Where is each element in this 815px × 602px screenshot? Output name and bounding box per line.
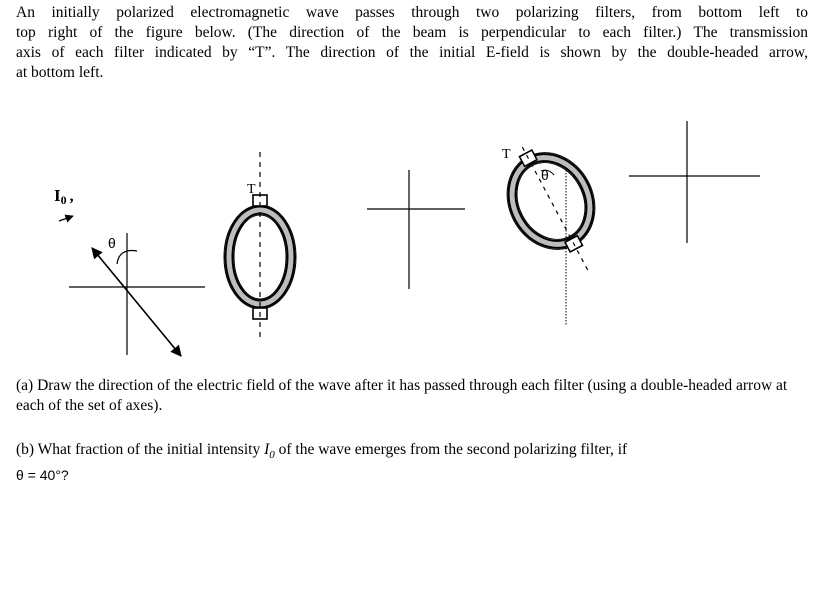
filter-1-T-label: T (247, 182, 256, 197)
question-b-text-1: (b) What fraction of the initial intensity (16, 441, 265, 458)
intro-line-2: top right of the figure below. (The direction of the beam is perpendicular to each filter.) The transmission (16, 24, 808, 41)
beam-direction-arrow (59, 216, 73, 221)
intro-line-3: axis of each filter indicated by “T”. The direction of the initial E-field is shown by the double-headed arrow, (16, 44, 808, 61)
intro-line-4: at bottom left. (16, 64, 104, 81)
question-b-text-2: of the wave emerges from the second polarizing filter, if (274, 441, 628, 458)
theta-label-left: θ (108, 235, 116, 251)
intensity-symbol: $I_0$ (264, 441, 275, 462)
polarizer-filter-1 (224, 152, 296, 340)
initial-axes (69, 233, 205, 355)
intensity-label: I0 , (54, 186, 74, 207)
problem-intro (16, 3, 808, 83)
question-a: (a) Draw the direction of the electric field of the wave after it has passed through each filter (using a double-headed arrow at each of the set of axes). (16, 377, 788, 414)
initial-e-field-arrow (92, 248, 181, 356)
filter-2-T-label: T (502, 147, 511, 162)
polarizer-figure (0, 110, 815, 365)
theta-label-filter-2: θ (541, 167, 549, 183)
intro-line-1: An initially polarized electromagnetic wave passes through two polarizing filters, from bottom left to (16, 4, 808, 21)
question-b-condition: θ = 40°? (16, 467, 69, 484)
final-axes (629, 121, 760, 243)
middle-axes (367, 170, 465, 289)
question-b (16, 440, 796, 486)
